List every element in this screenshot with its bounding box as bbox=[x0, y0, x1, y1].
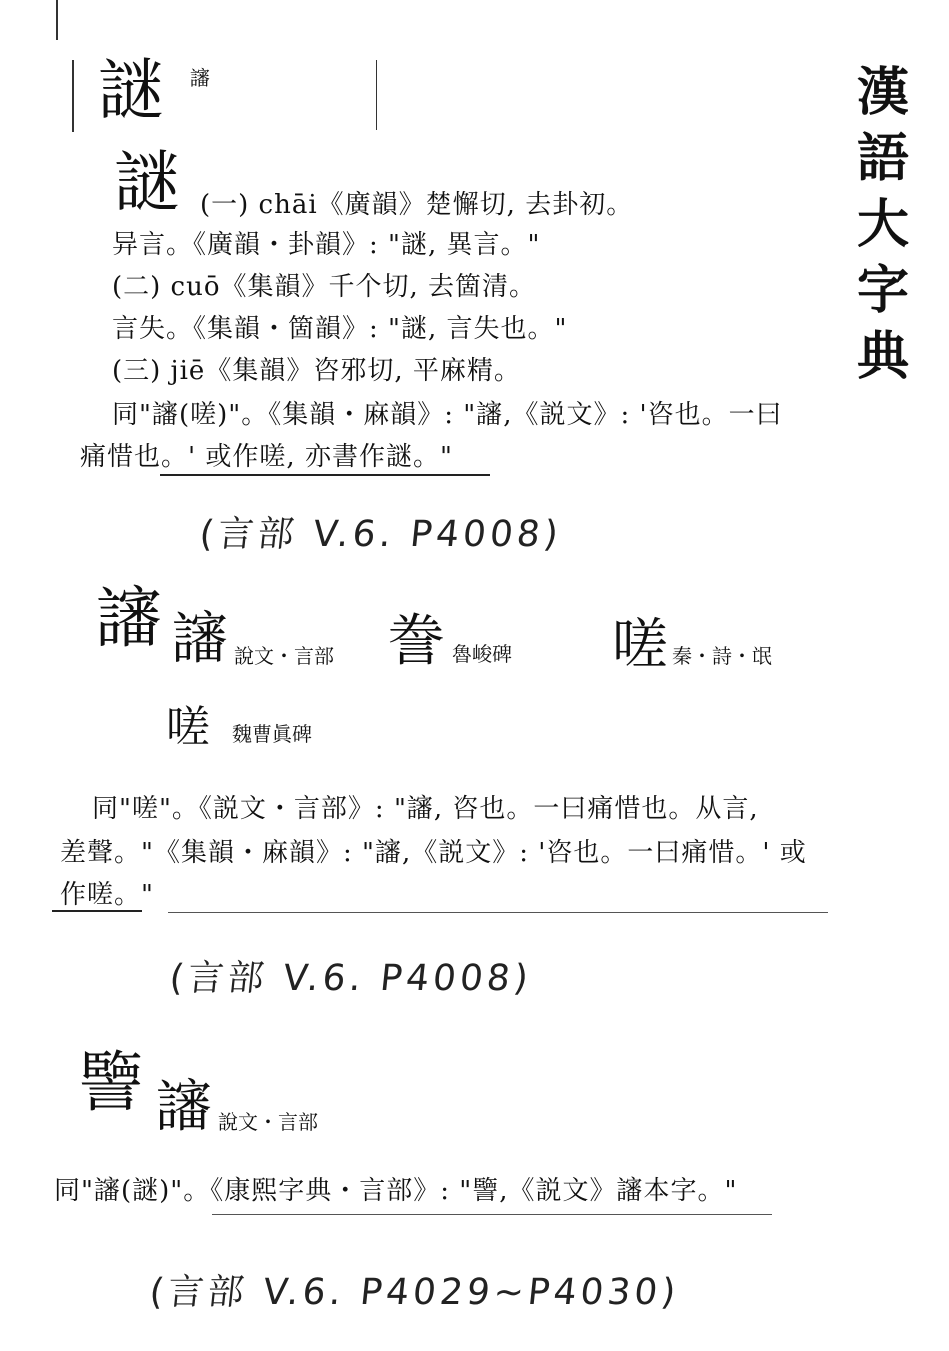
divider bbox=[52, 910, 142, 912]
side-title-char: 典 bbox=[856, 326, 909, 387]
sec2-line: 作嗟。" bbox=[60, 880, 154, 910]
sec3-note: (言部 V.6. P4029~P4030) bbox=[147, 1272, 682, 1313]
sec1-line: (三) jiē《集韻》咨邪切, 平麻精。 bbox=[112, 356, 521, 386]
sec1-line: (一) chāi《廣韻》楚懈切, 去卦初。 bbox=[200, 190, 634, 220]
sec1-line: 言失。《集韻・箇韻》: "謎, 言失也。" bbox=[112, 314, 568, 344]
divider bbox=[168, 912, 828, 913]
sec3-head-char: 譼 bbox=[78, 1044, 144, 1121]
side-title-char: 字 bbox=[856, 260, 909, 321]
form-label: 秦・詩・氓 bbox=[672, 644, 772, 668]
sec2-head-char: 讅 bbox=[96, 580, 162, 657]
sec1-entry-char: 謎 bbox=[114, 144, 180, 221]
sec1-line: (二) cuō《集韻》千个切, 去箇清。 bbox=[112, 272, 537, 302]
side-title-char: 大 bbox=[856, 194, 909, 255]
sec1-head-small: 讅 bbox=[190, 66, 210, 90]
sec2-line: 差聲。"《集韻・麻韻》: "讅,《説文》: '咨也。一曰痛惜。' 或 bbox=[60, 838, 807, 868]
seal-form: 誊 bbox=[388, 609, 444, 674]
sec3-line: 同"讅(謎)"。《康熙字典・言部》: "譼,《説文》讅本字。" bbox=[54, 1176, 738, 1206]
side-title bbox=[848, 60, 918, 390]
seal-form: 讅 bbox=[172, 607, 228, 672]
divider bbox=[160, 474, 490, 476]
sec1-line: 异言。《廣韻・卦韻》: "謎, 異言。" bbox=[112, 230, 541, 260]
sec1-note: (言部 V.6. P4008) bbox=[197, 514, 564, 555]
sec1-line: 痛惜也。' 或作嗟, 亦書作謎。" bbox=[80, 442, 453, 472]
margin-line bbox=[376, 60, 377, 130]
margin-line bbox=[56, 0, 58, 40]
seal-form: 嗟 bbox=[612, 613, 668, 678]
divider bbox=[212, 1214, 772, 1215]
sec2-line: 同"嗟"。《説文・言部》: "讅, 咨也。一曰痛惜也。从言, bbox=[92, 794, 759, 824]
form-label: 魯峻碑 bbox=[452, 642, 512, 666]
sec1-head-char: 謎 bbox=[98, 52, 164, 129]
seal-form: 嗟 bbox=[166, 702, 210, 753]
form-label: 魏曹眞碑 bbox=[232, 722, 312, 746]
form-label: 說文・言部 bbox=[234, 644, 334, 668]
side-title-char: 語 bbox=[856, 128, 909, 189]
side-title-char: 漢 bbox=[856, 62, 909, 123]
sec2-note: (言部 V.6. P4008) bbox=[167, 958, 534, 999]
form-label: 說文・言部 bbox=[218, 1110, 318, 1134]
seal-form: 讅 bbox=[156, 1075, 212, 1140]
sec1-line: 同"讅(嗟)"。《集韻・麻韻》: "讅,《説文》: '咨也。一曰 bbox=[112, 400, 783, 430]
margin-line bbox=[72, 60, 74, 132]
